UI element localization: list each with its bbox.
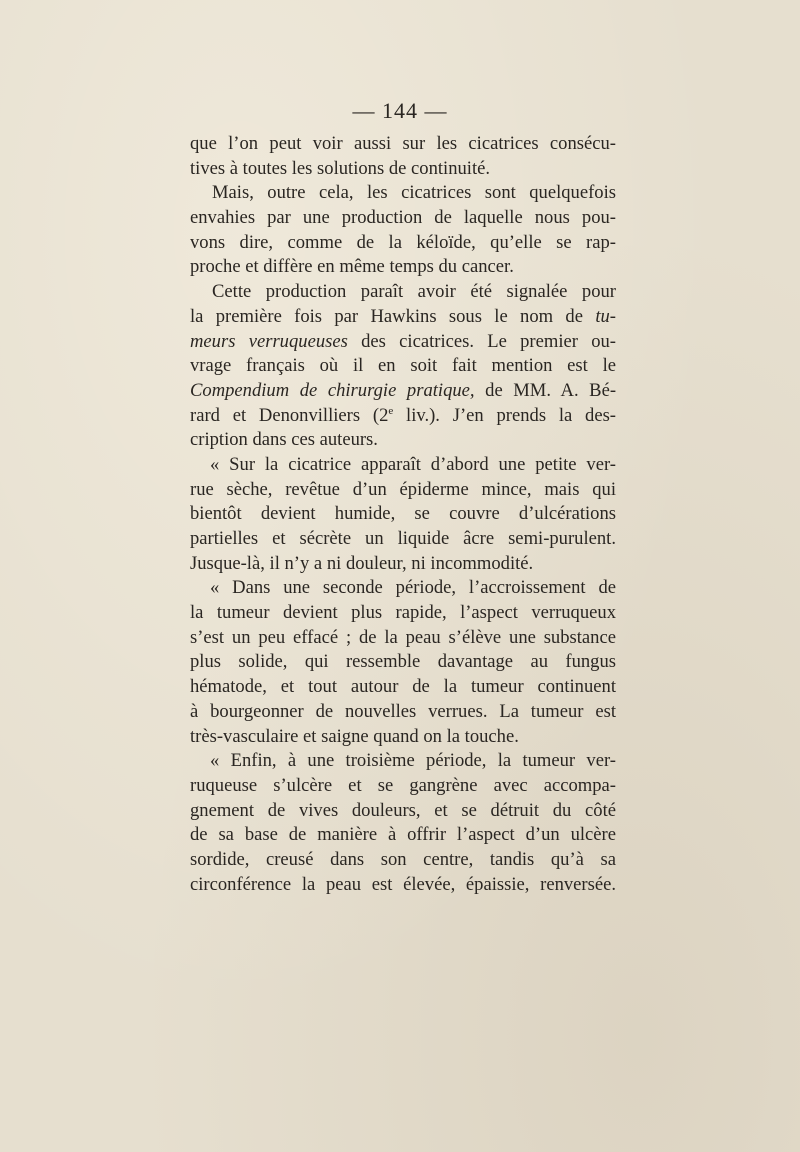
text-line: ruqueuse s’ulcère et se gangrène avec accompa- <box>190 774 616 796</box>
text-line <box>190 379 616 404</box>
text-line: de sa base de manière à offrir l’aspect d’un ulcère <box>190 824 616 846</box>
superscript: e <box>388 404 394 417</box>
text-line: vrage français où il en soit fait mention est le <box>190 355 616 377</box>
italic-segment: meurs verruqueuses <box>190 330 348 352</box>
text-line: bientôt devient humide, se couvre d’ulcérations <box>190 503 616 525</box>
text-segment: la première fois par Hawkins sous le nom de <box>190 305 583 327</box>
text-line: à bourgeonner de nouvelles verrues. La tumeur est <box>190 700 616 722</box>
text-line: plus solide, qui ressemble davantage au fungus <box>190 651 616 673</box>
italic-segment: Compendium de chirurgie pratique, <box>190 379 475 401</box>
text-line: Cette production paraît avoir été signalée pour <box>212 281 616 303</box>
text-line: vons dire, comme de la kéloïde, qu’elle se rap- <box>190 231 616 253</box>
text-line: hématode, et tout autour de la tumeur continuent <box>190 676 616 698</box>
text-line: la tumeur devient plus rapide, l’aspect verruqueux <box>190 602 616 624</box>
text-line: tives à toutes les solutions de continuité. <box>190 157 491 179</box>
text-line: très-vasculaire et saigne quand on la touche. <box>190 725 519 747</box>
page-number: — 144 — <box>352 98 448 123</box>
text-line: « Dans une seconde période, l’accroissement de <box>210 577 616 599</box>
text-segment: de MM. A. Bé- <box>485 379 616 401</box>
text-line: « Sur la cicatrice apparaît d’abord une petite ver- <box>210 453 616 475</box>
text-line: s’est un peu effacé ; de la peau s’élève une substance <box>190 626 616 648</box>
italic-segment: tu- <box>595 305 616 327</box>
text-line: cription dans ces auteurs. <box>190 429 378 451</box>
text-line: partielles et sécrète un liquide âcre semi-purulent. <box>190 528 616 549</box>
text-segment: des cicatrices. Le premier ou- <box>361 330 616 352</box>
text-line <box>190 404 616 429</box>
text-line: envahies par une production de laquelle nous pou- <box>190 207 616 229</box>
text-segment: rard et Denonvilliers (2 <box>190 404 389 426</box>
body-text <box>190 132 616 897</box>
text-line: Mais, outre cela, les cicatrices sont quelquefois <box>212 182 616 204</box>
text-line: sordide, creusé dans son centre, tandis qu’à sa <box>190 848 616 870</box>
text-line <box>190 305 616 330</box>
text-line: « Enfin, à une troisième période, la tumeur ver- <box>210 750 616 772</box>
text-line: gnement de vives douleurs, et se détruit du côté <box>190 799 616 821</box>
text-line: circonférence la peau est élevée, épaissie, renversée. <box>190 873 616 895</box>
text-line: que l’on peut voir aussi sur les cicatrices consécu- <box>190 133 616 154</box>
text-segment: liv.). J’en prends la des- <box>406 404 616 426</box>
text-line: rue sèche, revêtue d’un épiderme mince, mais qui <box>190 478 616 500</box>
text-line: Jusque-là, il n’y a ni douleur, ni incommodité. <box>190 552 534 574</box>
text-line <box>190 330 616 355</box>
text-line: proche et diffère en même temps du cancer. <box>190 256 514 278</box>
